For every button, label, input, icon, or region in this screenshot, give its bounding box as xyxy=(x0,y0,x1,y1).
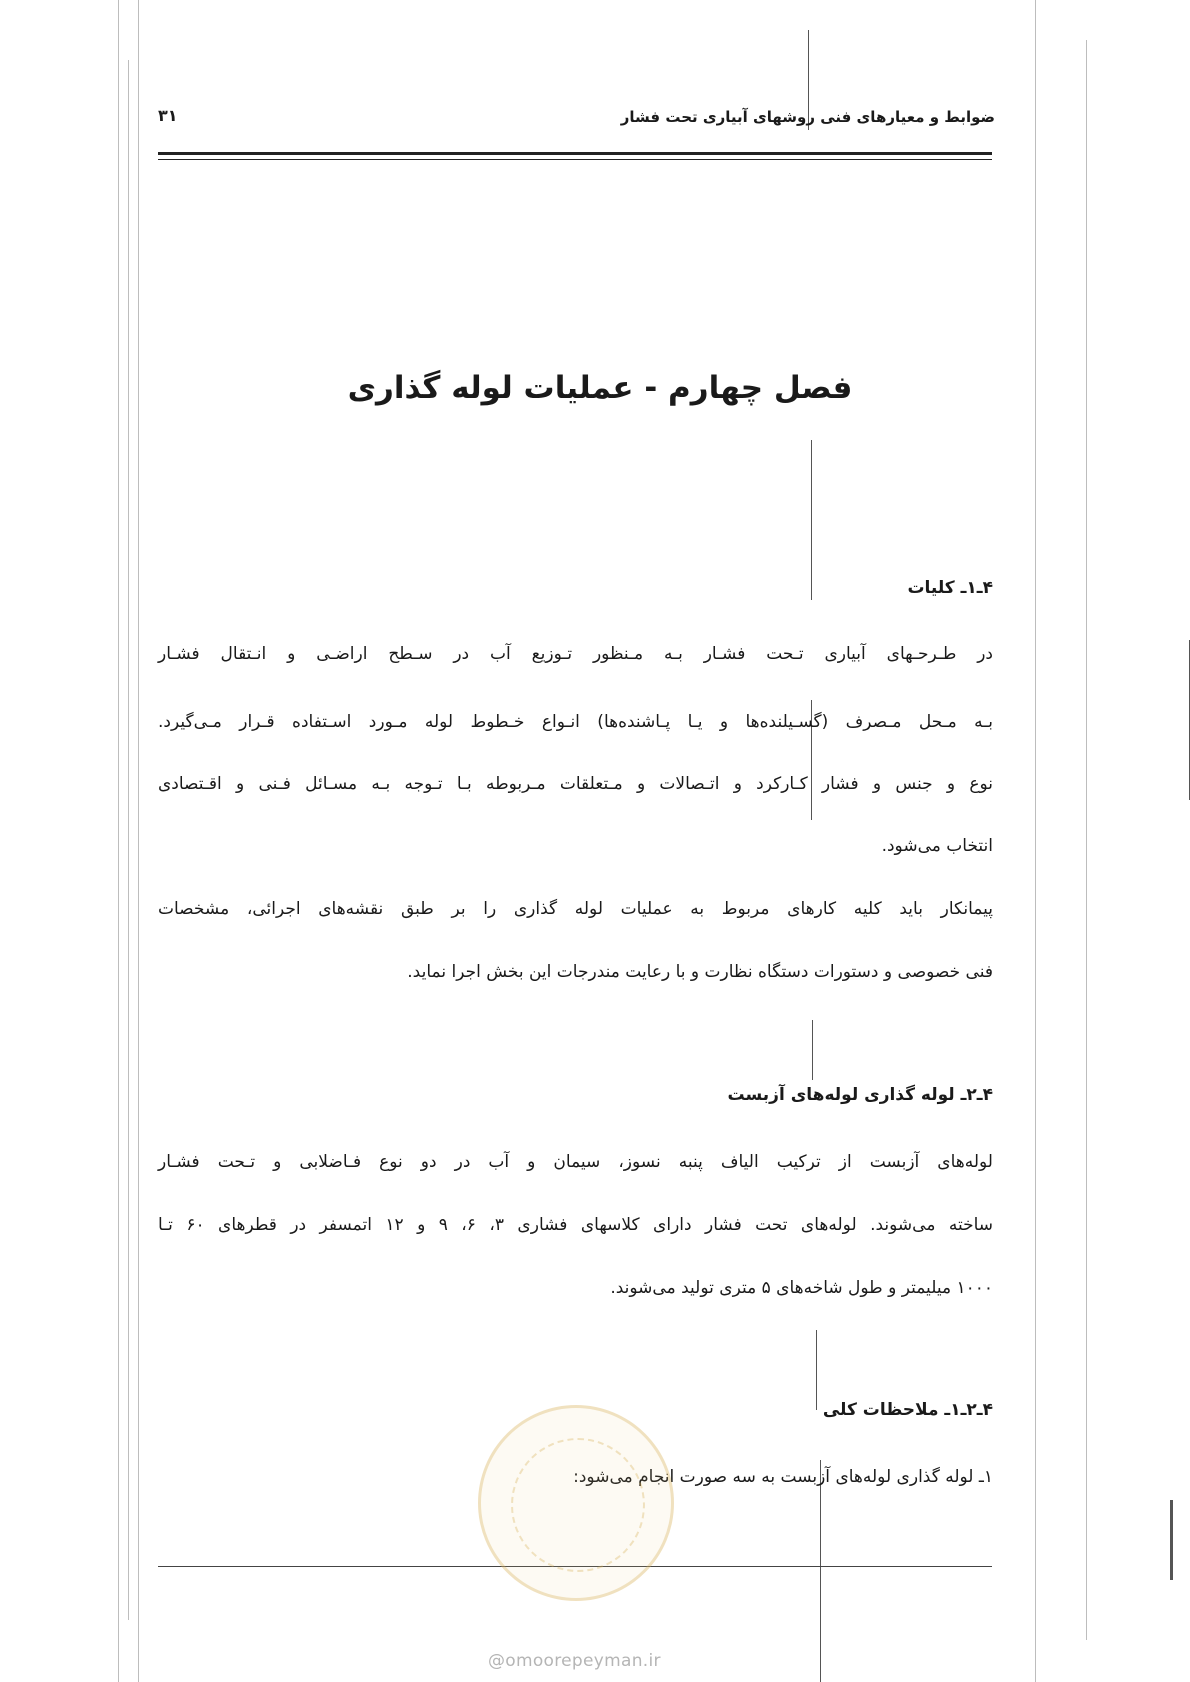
scan-line xyxy=(138,0,139,1682)
scan-line xyxy=(811,440,812,600)
section-heading: ۴ـ۲ـ۱ـ ملاحظات کلی xyxy=(822,1400,993,1420)
section-heading: ۴ـ۱ـ کلیات xyxy=(907,578,993,598)
scan-line xyxy=(1170,1500,1173,1580)
watermark-text: @omoorepeyman.ir xyxy=(488,1651,661,1671)
scan-line xyxy=(820,1460,821,1682)
page-number: ۳۱ xyxy=(158,106,178,125)
paragraph-line: نوع و جنس و فشار کـارکرد و اتـصالات و مـتعلقات مـربوطه بـا تـوجه بـه مسـائل فـنی و اقـتصادی xyxy=(158,774,993,794)
stamp-logo-inner xyxy=(511,1438,645,1572)
scan-line xyxy=(128,60,129,1620)
paragraph-line: ساخته می‌شوند. لوله‌های تحت فشار دارای کلاسهای فشاری ۳، ۶، ۹ و ۱۲ اتمسفر در قطرهای ۶۰ تـا xyxy=(158,1215,994,1235)
running-header-title: ضوابط و معیارهای فنی روشهای آبیاری تحت فشار xyxy=(620,108,995,126)
paragraph-line: ۱ـ لوله گذاری لوله‌های آزبست به سه صورت انجام می‌شود: xyxy=(573,1467,993,1487)
paragraph-line: فنی خصوصی و دستورات دستگاه نظارت و با رعایت مندرجات این بخش اجرا نماید. xyxy=(407,962,993,982)
paragraph-line: انتخاب می‌شود. xyxy=(881,836,993,856)
paragraph-line: در طـرحـهای آبیاری تـحت فشـار بـه مـنظور تـوزیع آب در سـطح اراضـی و انـتقال فشـار xyxy=(158,644,993,664)
header-rule-thick xyxy=(158,152,992,155)
paragraph-line: بـه مـحل مـصرف (گسـیلنده‌ها و یـا پـاشنده‌ها) انـواع خـطوط لوله مـورد اسـتفاده قـرار مـی‌گیرد. xyxy=(158,712,993,732)
scan-line xyxy=(118,0,119,1682)
scan-line xyxy=(1086,40,1087,1640)
scan-line xyxy=(1035,0,1036,1682)
section-heading: ۴ـ۲ـ لوله گذاری لوله‌های آزبست xyxy=(727,1085,993,1105)
scan-line xyxy=(812,1020,813,1080)
paragraph-line: پیمانکار باید کلیه کارهای مربوط به عملیات لوله گذاری را بر طبق نقشه‌های اجرائی، مشخصات xyxy=(158,899,993,919)
paragraph-line: ۱۰۰۰ میلیمتر و طول شاخه‌های ۵ متری تولید می‌شوند. xyxy=(610,1278,993,1298)
stamp-logo xyxy=(478,1405,674,1601)
scan-line xyxy=(816,1330,817,1410)
paragraph-line: لوله‌های آزبست از ترکیب الیاف پنبه نسوز، سیمان و آب در دو نوع فـاضلابی و تـحت فشـار xyxy=(158,1152,993,1172)
header-rule-thin xyxy=(158,159,992,160)
chapter-title: فصل چهارم - عملیات لوله گذاری xyxy=(347,370,853,406)
